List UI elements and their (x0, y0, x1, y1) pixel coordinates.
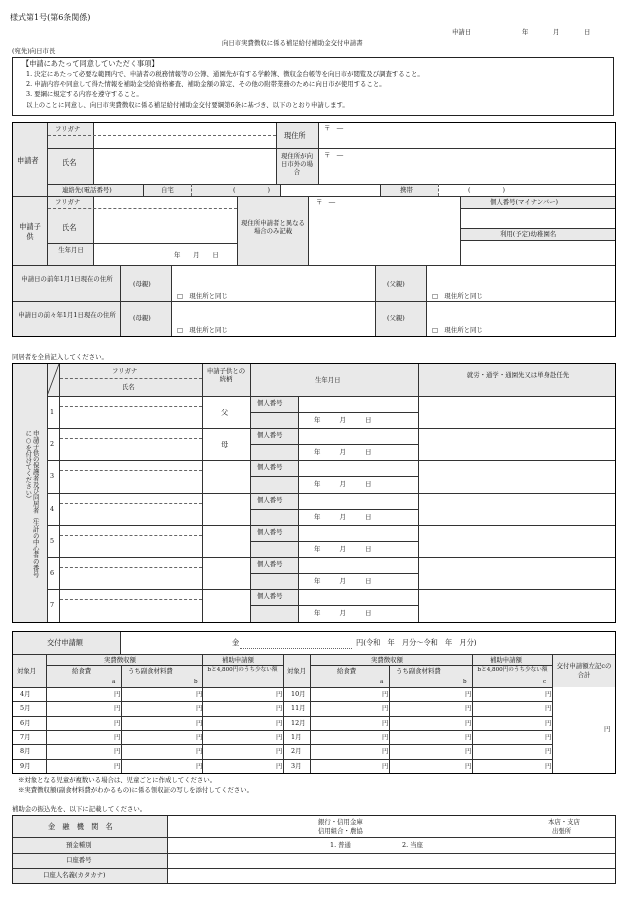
grant-month-left: 9月 (20, 761, 31, 770)
grant-month-right: 3月 (291, 761, 302, 770)
col-grant-left: 補助申請額 (222, 656, 254, 664)
child-name-label: 氏名 (62, 223, 77, 232)
grant-yen-cell[interactable]: 円 (276, 761, 283, 770)
household-row-mynumber-label: 個人番号 (257, 463, 283, 472)
date-month: 月 (553, 28, 560, 36)
col-furigana: フリガナ (112, 367, 138, 375)
grant-yen-cell[interactable]: 円 (382, 704, 389, 713)
grant-amount-label: 交付申請額 (47, 638, 83, 647)
account-holder-label: 口座人名義(カタカナ) (43, 871, 106, 879)
household-row-number: 4 (50, 504, 55, 513)
col-meal-right: 給食費 (337, 667, 357, 675)
home-phone-label: 自宅 (161, 186, 174, 194)
household-row-number: 2 (50, 440, 55, 449)
household-row-number: 7 (50, 601, 55, 610)
grant-yen-cell[interactable]: 円 (196, 690, 203, 698)
date-day: 日 (584, 28, 591, 36)
form-number: 様式第1号(第6条関係) (10, 13, 91, 22)
col-sub-left: うち副食材料費 (128, 667, 173, 675)
household-row-birth[interactable]: 年 月 日 (314, 416, 372, 424)
grant-yen-cell[interactable]: 円 (545, 761, 552, 770)
child-birth-label: 生年月日 (58, 246, 84, 254)
consent-statement: 以上のことに同意し、向日市実費徴収に係る補足給付補助金交付要綱第6条に基づき、以下のとおり申請します。 (26, 101, 349, 109)
grant-yen-cell[interactable]: 円 (196, 761, 203, 770)
household-row-work-field[interactable] (419, 397, 614, 427)
household-row-name-field[interactable] (60, 558, 201, 588)
mobile-phone-field[interactable]: ( ) (468, 186, 505, 194)
household-row-number: 1 (50, 408, 55, 416)
address-label: 現住所 (284, 131, 306, 140)
household-row-name-field[interactable] (60, 461, 201, 491)
col-grant-right: 補助申請額 (490, 656, 522, 664)
grant-yen-cell[interactable]: 円 (465, 718, 472, 727)
grant-yen-cell[interactable]: 円 (114, 747, 121, 756)
mark-c-right: c (543, 679, 547, 685)
grant-month-right: 2月 (291, 747, 302, 756)
deposit-type-options[interactable]: 1. 普通 2. 当座 (330, 841, 423, 849)
household-row-name-field[interactable] (60, 429, 201, 459)
grant-yen-cell[interactable]: 円 (276, 704, 283, 713)
grant-month-left: 8月 (20, 747, 31, 756)
date-year: 年 (522, 28, 529, 36)
grant-yen-cell[interactable]: 円 (196, 718, 203, 727)
household-row-birth[interactable]: 年 月 日 (314, 577, 372, 585)
grant-yen-cell[interactable]: 円 (382, 747, 389, 756)
grant-month-right: 1月 (291, 732, 302, 741)
deposit-type-label: 預金種別 (66, 841, 92, 849)
grant-yen-cell[interactable]: 円 (114, 732, 121, 741)
bank-branch-1[interactable]: 本店・支店 (548, 818, 580, 826)
household-row-work-field[interactable] (419, 526, 614, 556)
bank-institution-label: 金 融 機 関 名 (48, 822, 113, 831)
household-row-mynumber-label: 個人番号 (257, 527, 283, 536)
grant-month-right: 10月 (291, 690, 306, 698)
col-work: 就労・通学・通園先又は単身赴任先 (466, 371, 570, 379)
household-row-birth[interactable]: 年 月 日 (314, 544, 372, 553)
household-row-relation[interactable]: 父 (221, 408, 229, 417)
mother-label-1: (母親) (133, 280, 151, 288)
household-row-name-field[interactable] (60, 526, 201, 556)
household-row-mynumber-label: 個人番号 (257, 399, 283, 407)
consent-item-3: 3. 要綱に規定する内容を遵守すること。 (26, 90, 143, 98)
grant-amount-prefix: 金 (232, 638, 240, 647)
col-sub-right: うち副食材料費 (396, 667, 441, 675)
applicant-postal[interactable]: 〒 ― (324, 124, 344, 132)
grant-yen-cell[interactable]: 円 (196, 732, 203, 741)
mother-label-2: (母親) (133, 314, 151, 322)
applicant-name-label: 氏名 (62, 158, 77, 167)
date-label: 申請日 (452, 28, 472, 36)
household-side-note: 申請子供の保護者及び同居者（生計の中心者の番号に○を付けてください） (24, 430, 40, 578)
applicant-name-field[interactable] (94, 137, 275, 183)
applicant-furigana-label: フリガナ (55, 125, 81, 133)
grant-yen-cell[interactable]: 円 (465, 690, 472, 698)
child-postal[interactable]: 〒 ― (316, 198, 336, 206)
child-furigana-label: フリガナ (55, 198, 81, 206)
household-row-work-field[interactable] (419, 590, 614, 620)
col-name: 氏名 (122, 383, 135, 391)
total-yen[interactable]: 円 (604, 725, 611, 733)
kindergarten-label: 利用(予定)幼稚園名 (500, 230, 557, 238)
household-intro: 同居者を全員記入してください。 (12, 353, 108, 361)
grant-yen-cell[interactable]: 円 (465, 732, 472, 741)
mark-b-left: b (194, 679, 198, 685)
grant-month-left: 4月 (20, 690, 31, 698)
grant-yen-cell[interactable]: 円 (465, 704, 472, 713)
mother-same-checkbox-2[interactable]: □ 現住所と同じ (177, 326, 228, 334)
grant-month-left: 7月 (20, 732, 31, 741)
household-row-mynumber-label: 個人番号 (257, 495, 283, 504)
col-relation: 申請子供との続柄 (206, 367, 246, 384)
form-title: 向日市実費徴収に係る補足給付補助金交付申請書 (222, 39, 363, 47)
household-row-name-field[interactable] (60, 397, 201, 427)
household-row-work-field[interactable] (419, 461, 614, 491)
contact-label: 連絡先(電話番号) (62, 186, 112, 194)
grant-yen-cell[interactable]: 円 (114, 761, 121, 770)
grant-yen-cell[interactable]: 円 (465, 747, 472, 756)
grant-yen-cell[interactable]: 円 (276, 718, 283, 727)
prev-year-address-label: 申請日の前年1月1日現在の住所 (21, 275, 113, 283)
addressee: (宛先)向日市長 (12, 47, 56, 55)
grant-yen-cell[interactable]: 円 (196, 747, 203, 756)
household-row-work-field[interactable] (419, 494, 614, 524)
household-row-number: 6 (50, 569, 55, 577)
bank-intro: 補助金の振込先を、以下に記載してください。 (12, 805, 147, 813)
prev-prev-year-address-label: 申請日の前々年1月1日現在の住所 (18, 311, 116, 319)
header-diagonal (47, 364, 59, 396)
grant-yen-cell[interactable]: 円 (276, 690, 283, 698)
col-birth: 生年月日 (315, 376, 341, 384)
father-same-checkbox-2[interactable]: □ 現住所と同じ (432, 326, 483, 334)
child-diff-address-label: 現住所申請者と異なる場合のみ記載 (241, 219, 305, 236)
household-row-number: 5 (50, 536, 55, 545)
mark-a-left: a (112, 679, 116, 685)
grant-yen-cell[interactable]: 円 (382, 718, 389, 727)
applicant-furigana-field[interactable] (94, 124, 275, 134)
bank-branch-2[interactable]: 出張所 (552, 827, 572, 835)
household-row-birth[interactable]: 年 月 日 (314, 609, 372, 618)
household-row-mynumber-label: 個人番号 (257, 431, 283, 440)
account-number-label: 口座番号 (66, 856, 92, 864)
other-address-label: 現住所が向日市外の場合 (281, 152, 313, 176)
col-actual-left: 実費徴収額 (104, 656, 136, 664)
household-row-relation[interactable]: 母 (221, 440, 229, 450)
father-label-1: (父親) (387, 280, 405, 288)
col-grant-sub-right: bと4,800円のうち少ない額 (477, 667, 548, 673)
consent-heading: 【申請にあたって同意していただく事項】 (22, 59, 159, 68)
grant-yen-cell[interactable]: 円 (114, 704, 121, 713)
grant-yen-cell[interactable]: 円 (382, 732, 389, 741)
grant-amount-period[interactable]: 円(令和 年 月分～令和 年 月分) (356, 638, 477, 647)
mother-same-checkbox-1[interactable]: □ 現住所と同じ (177, 292, 228, 300)
consent-item-1: 1. 決定にあたって必要な範囲内で、申請者の税務情報等の公簿、通園先が有する学齢簿、徴収金台帳等を向日市が閲覧及び調査すること。 (26, 70, 424, 78)
grant-month-right: 12月 (291, 718, 306, 727)
father-label-2: (父親) (387, 314, 405, 322)
household-row-work-field[interactable] (419, 429, 614, 459)
grant-yen-cell[interactable]: 円 (276, 747, 283, 756)
household-row-mynumber-label: 個人番号 (257, 592, 283, 601)
grant-yen-cell[interactable]: 円 (276, 732, 283, 741)
grant-month-left: 6月 (20, 718, 31, 727)
household-row-birth[interactable]: 年 月 日 (314, 512, 372, 521)
child-section-label: 申請子供 (19, 222, 41, 241)
bank-types-2[interactable]: 信用組合・農協 (318, 827, 363, 835)
grant-yen-cell[interactable]: 円 (545, 718, 552, 727)
consent-item-2: 2. 申請内容や同意して得た情報を補助金受給資格審査、補助金額の算定、その他の附帯業務のために向日市が使用すること。 (26, 80, 386, 88)
grant-yen-cell[interactable]: 円 (382, 761, 389, 770)
grant-yen-cell[interactable]: 円 (382, 690, 389, 698)
bank-types-1[interactable]: 銀行・信用金庫 (318, 818, 363, 826)
grant-yen-cell[interactable]: 円 (545, 690, 552, 698)
grant-yen-cell[interactable]: 円 (545, 732, 552, 741)
grant-yen-cell[interactable]: 円 (465, 761, 472, 770)
home-phone-field[interactable]: ( ) (233, 186, 270, 194)
applicant-section-label: 申請者 (17, 156, 39, 165)
grant-yen-cell[interactable]: 円 (545, 704, 552, 713)
grant-month-right: 11月 (291, 704, 306, 713)
household-row-number: 3 (50, 472, 55, 481)
household-row-name-field[interactable] (60, 494, 201, 524)
grant-yen-cell[interactable]: 円 (114, 718, 121, 727)
grant-month-left: 5月 (20, 704, 31, 713)
col-meal-left: 給食費 (72, 667, 92, 675)
household-row-work-field[interactable] (419, 558, 614, 588)
household-row-birth[interactable]: 年 月 日 (314, 480, 372, 489)
col-actual-right: 実費徴収額 (371, 656, 403, 664)
col-month-left: 対象月 (17, 667, 37, 675)
applicant-other-postal[interactable]: 〒 ― (324, 151, 344, 159)
grant-yen-cell[interactable]: 円 (114, 690, 121, 698)
father-same-checkbox-1[interactable]: □ 現住所と同じ (432, 292, 483, 300)
child-birth-field[interactable]: 年 月 日 (174, 251, 219, 259)
grant-yen-cell[interactable]: 円 (545, 747, 552, 756)
grant-yen-cell[interactable]: 円 (196, 704, 203, 713)
note-2: ※実費徴収額(副食材料費がわかるもの)に係る領収証の写しを添付してください。 (18, 786, 254, 794)
col-total: 交付申請額左記cの合計 (556, 662, 612, 679)
account-holder-field[interactable] (168, 869, 614, 882)
note-1: ※対象となる児童が複数いる場合は、児童ごとに作成してください。 (18, 776, 217, 784)
mark-a-right: a (380, 679, 384, 685)
col-month-right: 対象月 (287, 667, 307, 675)
household-row-name-field[interactable] (60, 590, 201, 620)
household-row-birth[interactable]: 年 月 日 (314, 448, 372, 457)
mobile-phone-label: 携帯 (400, 186, 413, 194)
mark-b-right: b (463, 679, 467, 685)
household-header-row (13, 364, 615, 396)
household-row-mynumber-label: 個人番号 (257, 560, 283, 568)
col-grant-sub-left: bと4,800円のうち少ない額 (207, 667, 278, 673)
mynumber-label: 個人番号(マイナンバー) (490, 198, 558, 206)
account-number-field[interactable] (168, 854, 614, 867)
